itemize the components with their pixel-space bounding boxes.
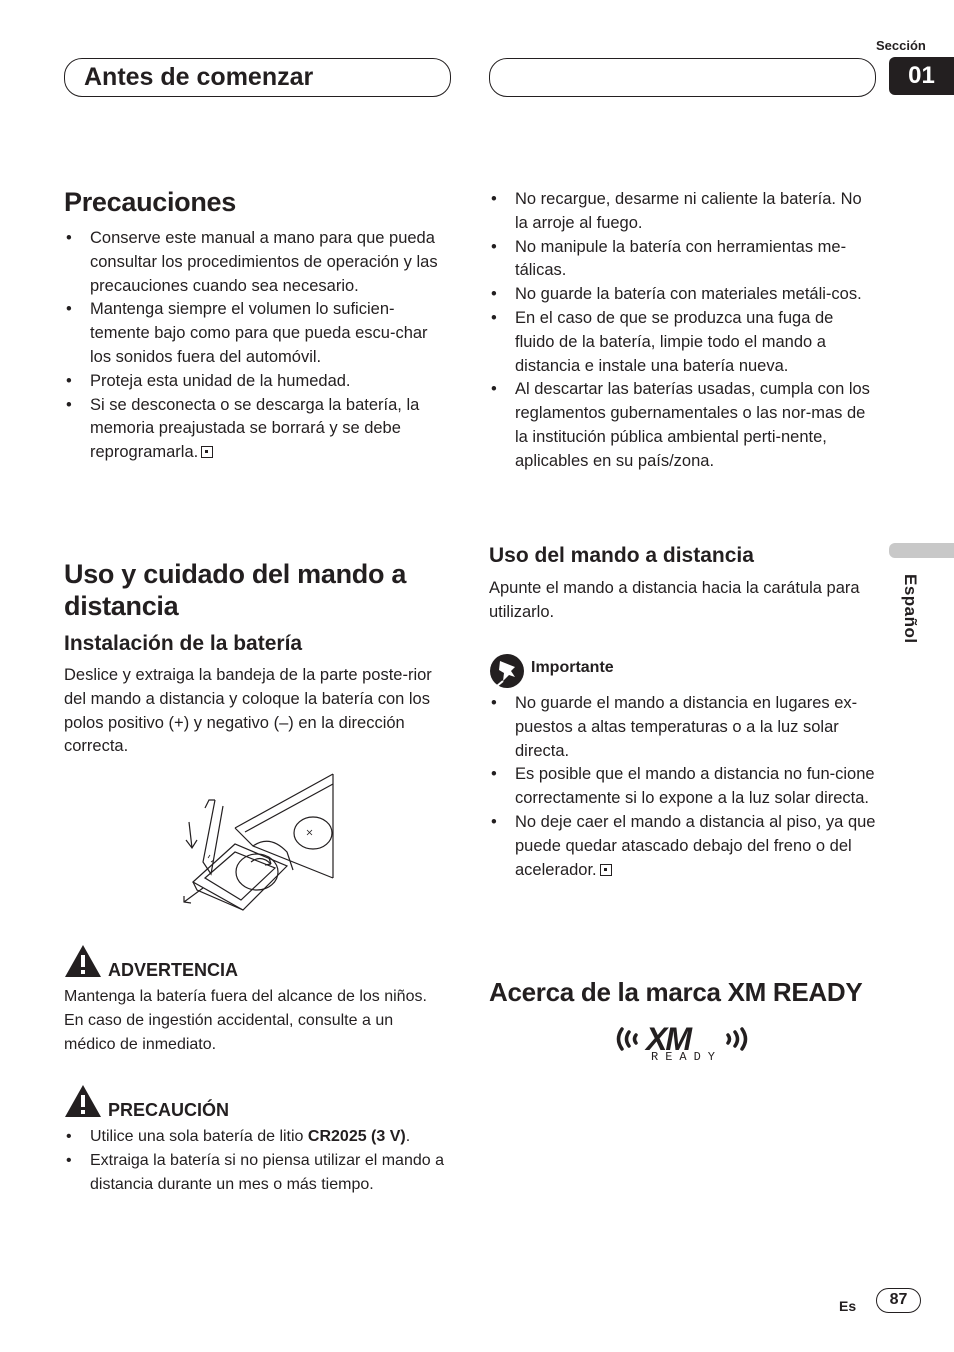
caution-list — [64, 1125, 454, 1197]
precauciones-title: Precauciones — [64, 187, 236, 217]
list-item: • Extraiga la batería si no piensa utilizar el mando a distancia durante un mes o más tiempo. — [64, 1149, 454, 1197]
list-item: • Utilice una sola batería de litio CR2025 (3 V). — [64, 1125, 454, 1149]
xm-logo-text: XM — [646, 1021, 690, 1057]
warning-icon — [64, 944, 102, 978]
battery-install-illustration — [175, 770, 340, 915]
list-item: • No recargue, desarme ni caliente la batería. No la arroje al fuego. — [489, 188, 875, 236]
section-label: Sección — [876, 38, 926, 53]
list-item: • Mantenga siempre el volumen lo suficien-temente bajo como para que pueda escu-char los sonidos fuera del automóvil. — [64, 298, 449, 369]
list-item: • Conserve este manual a mano para que pueda consultar los procedimientos de operación y las precauciones cuando sea necesario. — [64, 227, 449, 298]
xm-ready-logo — [613, 1020, 753, 1068]
list-item: • No guarde la batería con materiales metáli-cos. — [489, 283, 875, 307]
list-item: • No manipule la batería con herramientas me-tálicas. — [489, 236, 875, 284]
section-number: 01 — [889, 57, 954, 95]
list-item: • Proteja esta unidad de la humedad. — [64, 370, 449, 394]
end-mark-icon — [600, 864, 612, 876]
end-mark-icon — [201, 446, 213, 458]
warning-text: Mantenga la batería fuera del alcance de los niños. En caso de ingestión accidental, consulte a un médico de inmediato. — [64, 988, 427, 1053]
warning-heading: ADVERTENCIA — [108, 960, 239, 980]
footer-lang-code: Es — [839, 1298, 857, 1314]
signal-waves-left-icon — [613, 1024, 643, 1054]
list-item: • No guarde el mando a distancia en lugares ex-puestos a altas temperaturas o a la luz solar directa. — [489, 692, 879, 763]
use-text: Apunte el mando a distancia hacia la carátula para utilizarlo. — [489, 579, 860, 621]
signal-waves-right-icon — [721, 1024, 751, 1054]
list-item: • Si se desconecta o se descarga la batería, la memoria preajustada se borrará y se debe reprogramarla. — [64, 394, 449, 465]
xm-title: Acerca de la marca XM READY — [489, 977, 863, 1007]
use-title: Uso del mando a distancia — [489, 544, 754, 567]
list-item: • En el caso de que se produzca una fuga de fluido de la batería, limpie todo el mando a distancia e instale una batería nueva. — [489, 307, 875, 378]
list-item: • Al descartar las baterías usadas, cumpla con los reglamentos gubernamentales o las nor-mas de la institución pública ambiental perti-nente, aplicables en su país/zona. — [489, 378, 875, 473]
install-text: Deslice y extraiga la bandeja de la parte poste-rior del mando a distancia y coloque la batería con los polos positivo (+) y negativo (–) en la dirección correcta. — [64, 666, 432, 756]
precauciones-list-right — [489, 188, 875, 474]
page-number: 87 — [876, 1288, 921, 1313]
xm-logo-subtext: READY — [651, 1050, 723, 1064]
important-heading: Importante — [531, 659, 614, 676]
header-empty-box — [489, 58, 876, 97]
language-tab — [889, 543, 954, 558]
chapter-title: Antes de comenzar — [84, 63, 314, 91]
install-title: Instalación de la batería — [64, 632, 303, 655]
list-item: • No deje caer el mando a distancia al piso, ya que puede quedar atascado debajo del freno o del acelerador. — [489, 811, 879, 882]
remote-title: Uso y cuidado del mando a distancia — [64, 559, 407, 621]
caution-icon — [64, 1084, 102, 1118]
important-list — [489, 692, 879, 882]
list-item: • Es posible que el mando a distancia no fun-cione correctamente si lo expone a la luz solar directa. — [489, 763, 879, 811]
precauciones-list-left — [64, 227, 449, 465]
language-label: Español — [901, 574, 920, 644]
important-icon — [489, 653, 525, 689]
caution-heading: PRECAUCIÓN — [108, 1100, 230, 1120]
